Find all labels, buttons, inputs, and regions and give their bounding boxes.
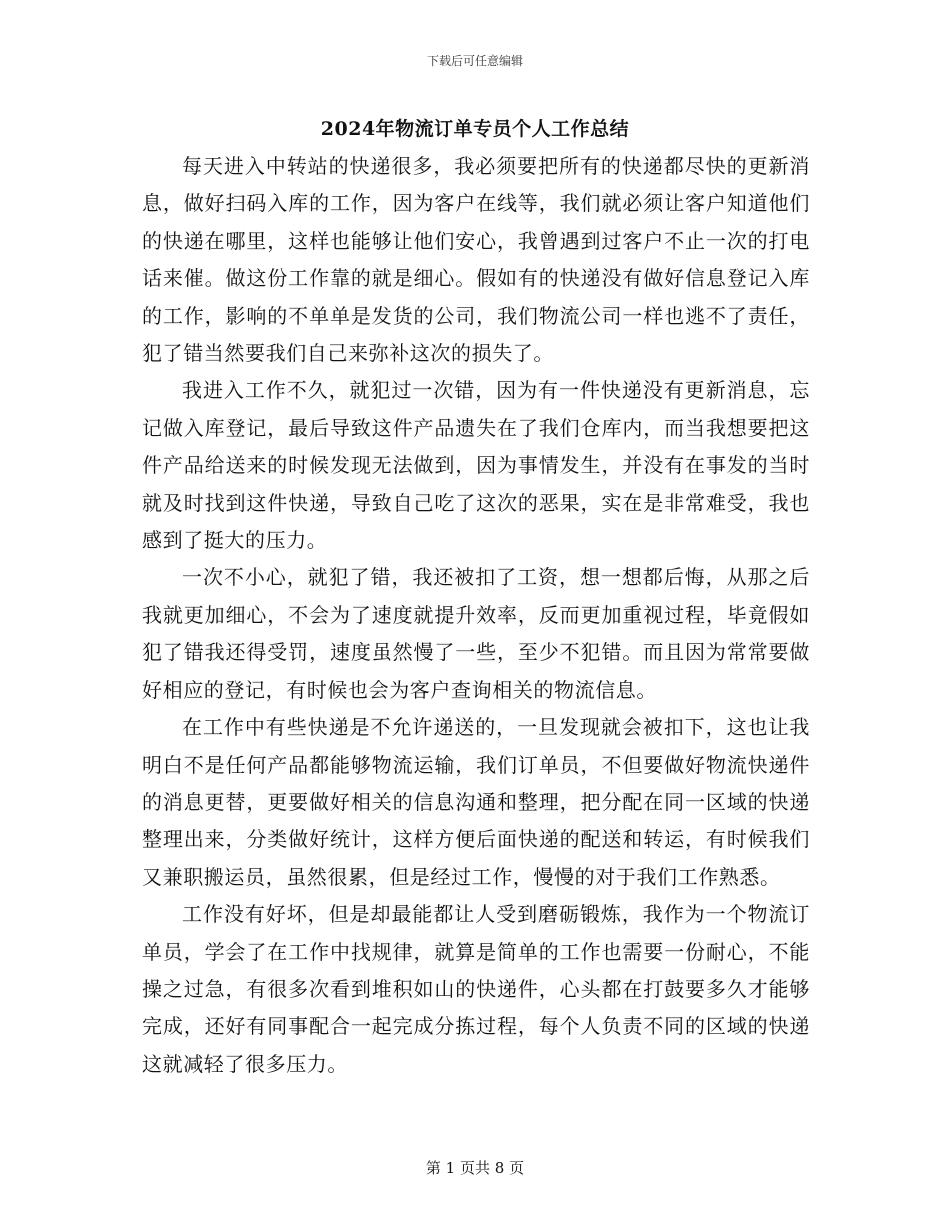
paragraph-3: 一次不小心，就犯了错，我还被扣了工资，想一想都后悔，从那之后我就更加细心，不会为了速度就提升效率，反而更加重视过程，毕竟假如犯了错我还得受罚，速度虽然慢了一些，至少不犯错。而且因为常常要做好相应的登记，有时候也会为客户查询相关的物流信息。: [142, 565, 810, 702]
document-body: [142, 148, 810, 1083]
paragraph-4: 在工作中有些快递是不允许递送的，一旦发现就会被扣下，这也让我明白不是任何产品都能够物流运输，我们订单员，不但要做好物流快递件的消息更替，更要做好相关的信息沟通和整理，把分配在同一区域的快递整理出来，分类做好统计，这样方便后面快递的配送和转运，有时候我们又兼职搬运员，虽然很累，但是经过工作，慢慢的对于我们工作熟悉。: [142, 715, 810, 889]
paragraph-5: 工作没有好坏，但是却最能都让人受到磨砺锻炼，我作为一个物流订单员，学会了在工作中找规律，就算是简单的工作也需要一份耐心，不能操之过急，有很多次看到堆积如山的快递件，心头都在打鼓要多久才能够完成，还好有同事配合一起完成分拣过程，每个人负责不同的区域的快递这就减轻了很多压力。: [142, 902, 810, 1076]
header-edit-note: 下载后可任意编辑: [426, 54, 523, 68]
paragraph-1: 每天进入中转站的快递很多，我必须要把所有的快递都尽快的更新消息，做好扫码入库的工作，因为客户在线等，我们就必须让客户知道他们的快递在哪里，这样也能够让他们安心，我曾遇到过客户不止一次的打电话来催。做这份工作靠的就是细心。假如有的快递没有做好信息登记入库的工作，影响的不单单是发货的公司，我们物流公司一样也逃不了责任，犯了错当然要我们自己来弥补这次的损失了。: [142, 154, 810, 366]
page-number: 第 1 页共 8 页: [425, 1159, 525, 1177]
paragraph-2: 我进入工作不久，就犯过一次错，因为有一件快递没有更新消息，忘记做入库登记，最后导致这件产品遗失在了我们仓库内，而当我想要把这件产品给送来的时候发现无法做到，因为事情发生，并没有在事发的当时就及时找到这件快递，导致自己吃了这次的恶果，实在是非常难受，我也感到了挺大的压力。: [142, 378, 810, 553]
document-title: 2024年物流订单专员个人工作总结: [320, 118, 630, 140]
